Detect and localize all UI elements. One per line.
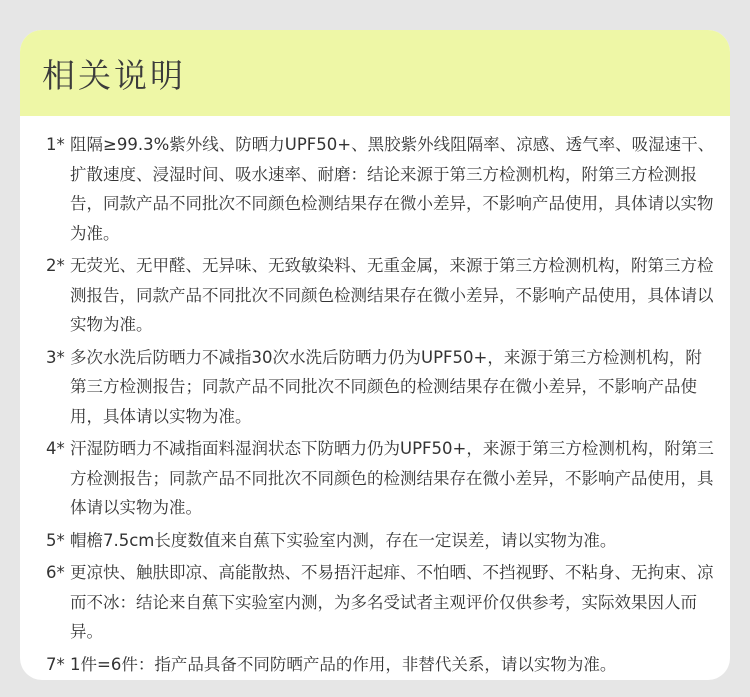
- card-header: [20, 30, 730, 116]
- note-number: 7*: [46, 654, 65, 674]
- note-text: 阻隔≥99.3%紫外线、防晒力UPF50+、黑胶紫外线阻隔率、凉感、透气率、吸湿速干、扩散速度、浸湿时间、吸水速率、耐磨：结论来源于第三方检测机构，附第三方检测报告，同款产品不同批次不同颜色检测结果存在微小差异，不影响产品使用，具体请以实物为准。: [70, 135, 715, 243]
- note-text: 汗湿防晒力不减指面料湿润状态下防晒力仍为UPF50+，来源于第三方检测机构，附第三方检测报告；同款产品不同批次不同颜色的检测结果存在微小差异，不影响产品使用，具体请以实物为准。: [70, 439, 714, 517]
- note-item: [20, 650, 730, 680]
- note-text: 多次水洗后防晒力不减指30次水洗后防晒力仍为UPF50+，来源于第三方检测机构，附第三方检测报告；同款产品不同批次不同颜色的检测结果存在微小差异，不影响产品使用，具体请以实物为准。: [70, 347, 702, 426]
- page-title: 相关说明: [42, 55, 186, 95]
- note-text: 帽檐7.5cm长度数值来自蕉下实验室内测，存在一定误差，请以实物为准。: [70, 530, 617, 550]
- note-item: [20, 434, 730, 523]
- note-item: [20, 343, 730, 432]
- note-item: [20, 130, 730, 248]
- notes-list: [20, 130, 730, 680]
- note-text: 无荧光、无甲醛、无异味、无致敏染料、无重金属，来源于第三方检测机构，附第三方检测报告，同款产品不同批次不同颜色检测结果存在微小差异，不影响产品使用，具体请以实物为准。: [70, 256, 714, 334]
- note-item: [20, 558, 730, 647]
- note-text: 更凉快、触肤即凉、高能散热、不易捂汗起痱、不怕晒、不挡视野、不粘身、无拘束、凉而不冰：结论来自蕉下实验室内测，为多名受试者主观评价仅供参考，实际效果因人而异。: [70, 563, 714, 641]
- note-number: 1*: [46, 135, 65, 154]
- note-number: 2*: [46, 256, 65, 275]
- note-item: [20, 251, 730, 340]
- note-number: 3*: [46, 347, 65, 367]
- note-item: [20, 526, 730, 556]
- note-number: 5*: [46, 530, 65, 550]
- note-number: 6*: [46, 563, 65, 582]
- note-number: 4*: [46, 439, 65, 458]
- note-text: 1件=6件：指产品具备不同防晒产品的作用，非替代关系，请以实物为准。: [70, 654, 617, 674]
- notes-card: [20, 30, 730, 680]
